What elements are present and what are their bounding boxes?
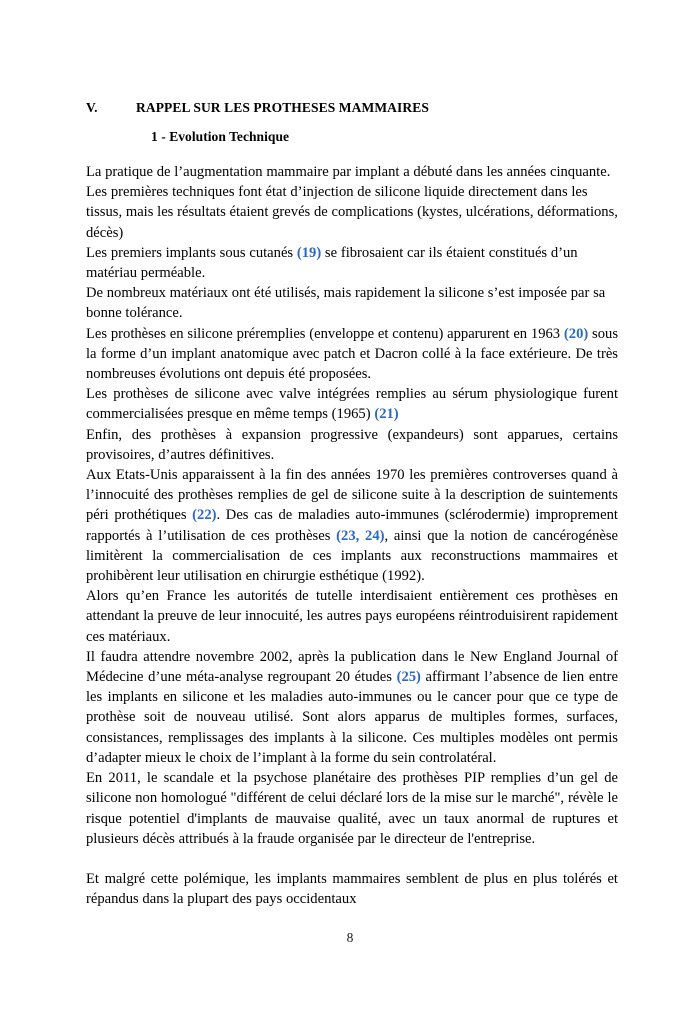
text-run: La pratique de l’augmentation mammaire par implant a débuté dans les années cinquante. <box>86 164 611 180</box>
page-number: 8 <box>346 930 354 945</box>
text-run: Les prothèses en silicone préremplies (enveloppe et contenu) apparurent en 1963 <box>86 325 564 342</box>
text-run: Les premières techniques font état d’injection de silicone liquide directement dans les tissus, mais les résultats étaient grevés de complications (kystes, ulcérations, déformations, décès) <box>86 184 618 241</box>
paragraph <box>86 243 618 283</box>
paragraph-spacer <box>86 849 618 869</box>
paragraph <box>86 384 618 424</box>
paragraph <box>86 768 618 849</box>
paragraph <box>86 324 618 385</box>
text-run: affirmant l’absence de lien entre les implants en silicone et les maladies auto-immunes ou le cancer pour que ce type de prothèse soit de nouveau utilisé. Sont alors apparus de multiples formes, surfaces, consistances, remplissages des implants à la silicone. Ces multiples modèles ont permis d’adapter mieux le choix de l’implant à la forme du sein controlatéral. <box>86 669 618 766</box>
paragraph <box>86 162 618 182</box>
text-run: se fibrosaient car ils étaient constitués d’un matériau perméable. <box>86 244 578 282</box>
text-run: Aux Etats-Unis apparaissent à la fin des années 1970 les premières controverses quand à l’innocuité des prothèses remplies de gel de silicone suite à la description de suintements péri prothétiques <box>86 467 618 524</box>
section-heading-number: V. <box>86 100 98 115</box>
paragraph <box>86 465 618 586</box>
citation-reference[interactable]: (25) <box>396 669 421 686</box>
text-run: Et malgré cette polémique, les implants mammaires semblent de plus en plus tolérés et répandus dans la plupart des pays occidentaux <box>86 870 618 908</box>
paragraph <box>86 586 618 647</box>
paragraph <box>86 425 618 465</box>
page-content <box>86 98 618 909</box>
text-run: Il faudra attendre novembre 2002, après la publication dans le New England Journal of Médecine d’une méta-analyse regroupant 20 études <box>86 648 618 686</box>
citation-reference[interactable]: (20) <box>563 325 589 342</box>
citation-reference[interactable]: (21) <box>374 406 399 423</box>
text-run: En 2011, le scandale et la psychose planétaire des prothèses PIP remplies d’un gel de silicone non homologué "différent de celui déclaré lors de la mise sur le marché", révèle le risque potentiel d'implants de mauvaise qualité, avec un taux anormal de ruptures et plusieurs décès attribués à la fraude organisée par le directeur de l'entreprise. <box>86 770 618 847</box>
paragraph <box>86 283 618 323</box>
body-text <box>86 162 618 909</box>
text-run: Enfin, des prothèses à expansion progressive (expandeurs) sont apparues, certains provisoires, d’autres définitives. <box>86 426 618 463</box>
text-run: De nombreux matériaux ont été utilisés, mais rapidement la silicone s’est imposée par sa bonne tolérance. <box>86 285 606 322</box>
section-heading <box>86 98 618 118</box>
text-run: . Des cas de maladies auto-immunes (sclérodermie) improprement rapportés à l’utilisation de ces prothèses <box>86 507 618 544</box>
section-heading-title: RAPPEL SUR LES PROTHESES MAMMAIRES <box>136 100 429 115</box>
citation-reference[interactable]: (19) <box>296 244 322 261</box>
text-run: Les prothèses de silicone avec valve intégrées remplies au sérum physiologique furent commercialisées presque en même temps (1965) <box>86 386 618 423</box>
sub-heading: 1 - Evolution Technique <box>151 129 290 144</box>
citation-reference[interactable]: (23, 24) <box>336 527 385 544</box>
paragraph <box>86 182 618 243</box>
citation-reference[interactable]: (22) <box>192 507 217 524</box>
text-run: sous la forme d’un implant anatomique avec patch et Dacron collé à la face extérieure. De très nombreuses évolutions ont depuis été proposées. <box>86 325 619 383</box>
paragraph <box>86 647 618 768</box>
text-run: Les premiers implants sous cutanés <box>86 244 297 261</box>
text-run: Alors qu’en France les autorités de tutelle interdisaient entièrement ces prothèses en attendant la preuve de leur innocuité, les autres pays européens réintroduisirent rapidement ces matériaux. <box>86 588 618 645</box>
paragraph <box>86 869 618 909</box>
text-run: , ainsi que la notion de cancérogénèse limitèrent la commercialisation de ces implants aux reconstructions mammaires et prohibèrent leur utilisation en chirurgie esthétique (1992). <box>86 527 618 585</box>
